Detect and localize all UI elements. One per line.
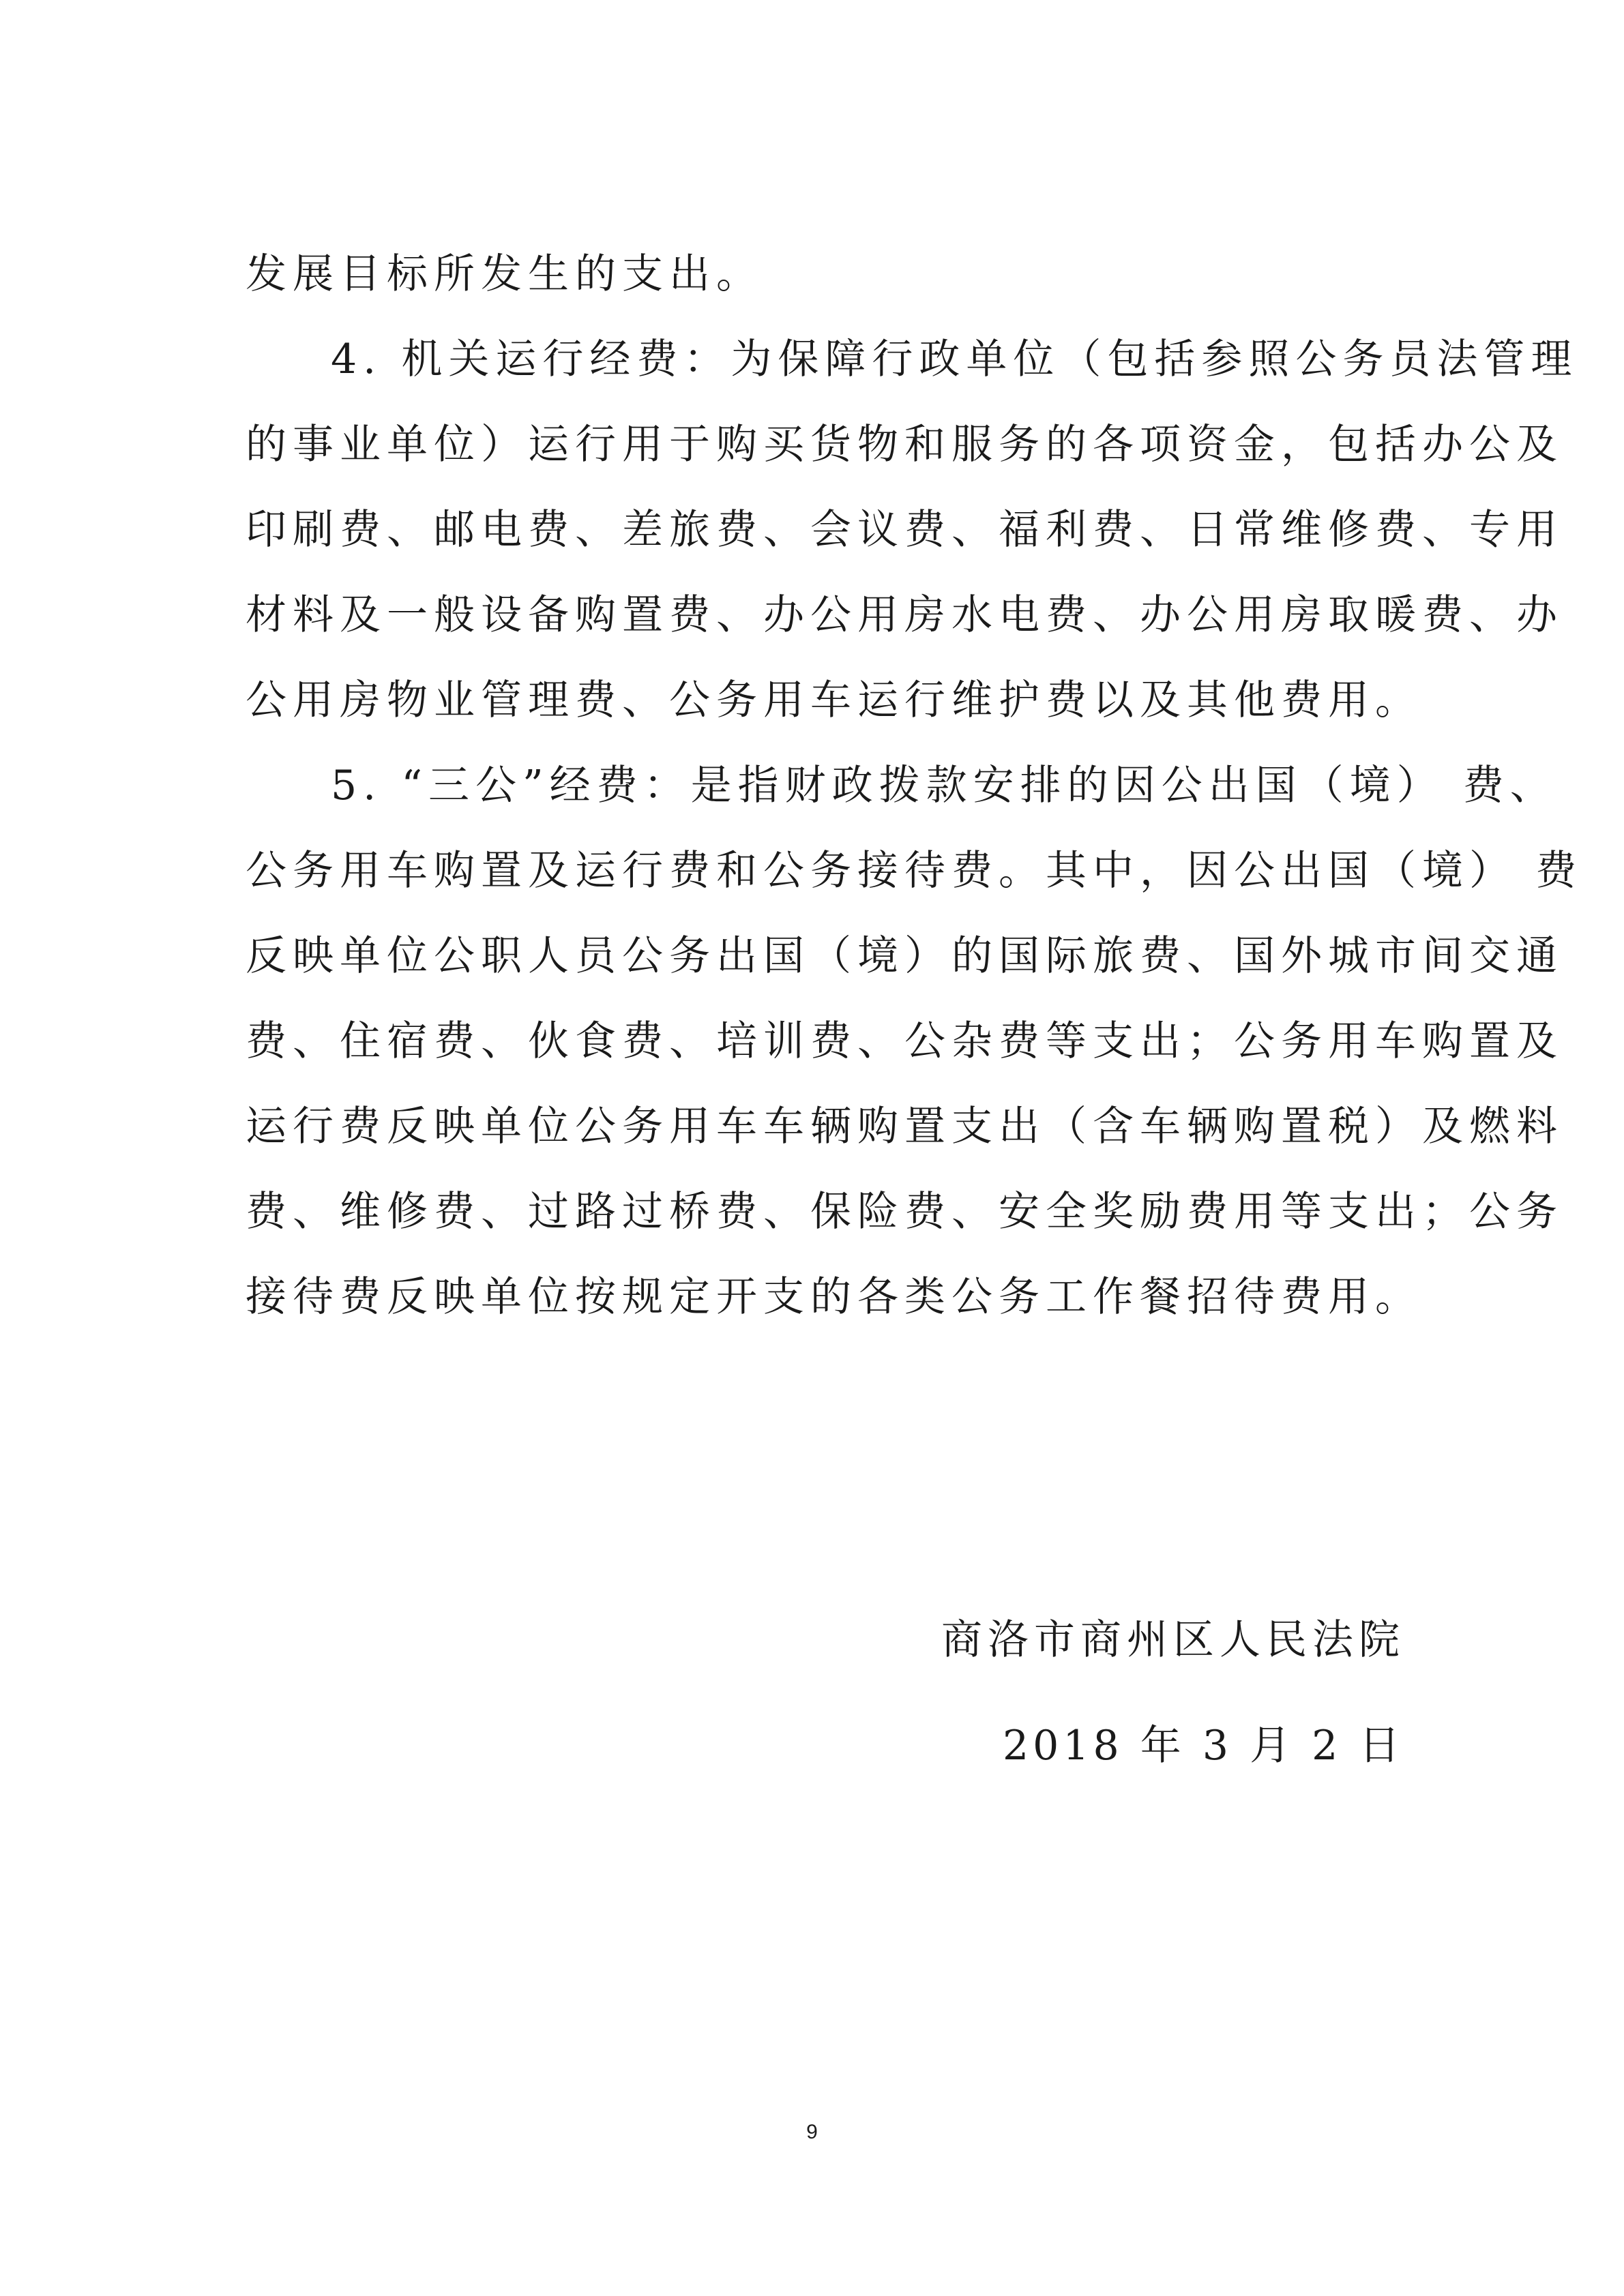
paragraph-line: 的事业单位）运行用于购买货物和服务的各项资金，包括办公及 <box>246 421 1563 468</box>
paragraph-line: 费、维修费、过路过桥费、保险费、安全奖励费用等支出；公务 <box>246 1188 1563 1236</box>
paragraph-line: 接待费反映单位按规定开支的各类公务工作餐招待费用。 <box>246 1273 1422 1321</box>
paragraph-line: 发展目标所发生的支出。 <box>246 250 763 298</box>
paragraph-line: 运行费反映单位公务用车车辆购置支出（含车辆购置税）及燃料 <box>246 1103 1563 1150</box>
paragraph-line: 4. 机关运行经费：为保障行政单位（包括参照公务员法管理 <box>331 336 1578 383</box>
issue-date: 2018 年 3 月 2 日 <box>1003 1722 1404 1770</box>
paragraph-line: 公用房物业管理费、公务用车运行维护费以及其他费用。 <box>246 676 1422 724</box>
paragraph-line: 费、住宿费、伙食费、培训费、公杂费等支出；公务用车购置及 <box>246 1017 1563 1065</box>
paragraph-line: 材料及一般设备购置费、办公用房水电费、办公用房取暖费、办 <box>246 591 1563 639</box>
paragraph-line: 5. “三公”经费：是指财政拨款安排的因公出国（境） 费、 <box>331 762 1557 809</box>
paragraph-line: 反映单位公职人员公务出国（境）的国际旅费、国外城市间交通 <box>246 932 1563 980</box>
paragraph-line: 公务用车购置及运行费和公务接待费。其中，因公出国（境） 费 <box>246 847 1583 895</box>
issuer-signature: 商洛市商州区人民法院 <box>941 1616 1405 1664</box>
page-number: 9 <box>806 2121 818 2143</box>
paragraph-line: 印刷费、邮电费、差旅费、会议费、福利费、日常维修费、专用 <box>246 506 1563 554</box>
